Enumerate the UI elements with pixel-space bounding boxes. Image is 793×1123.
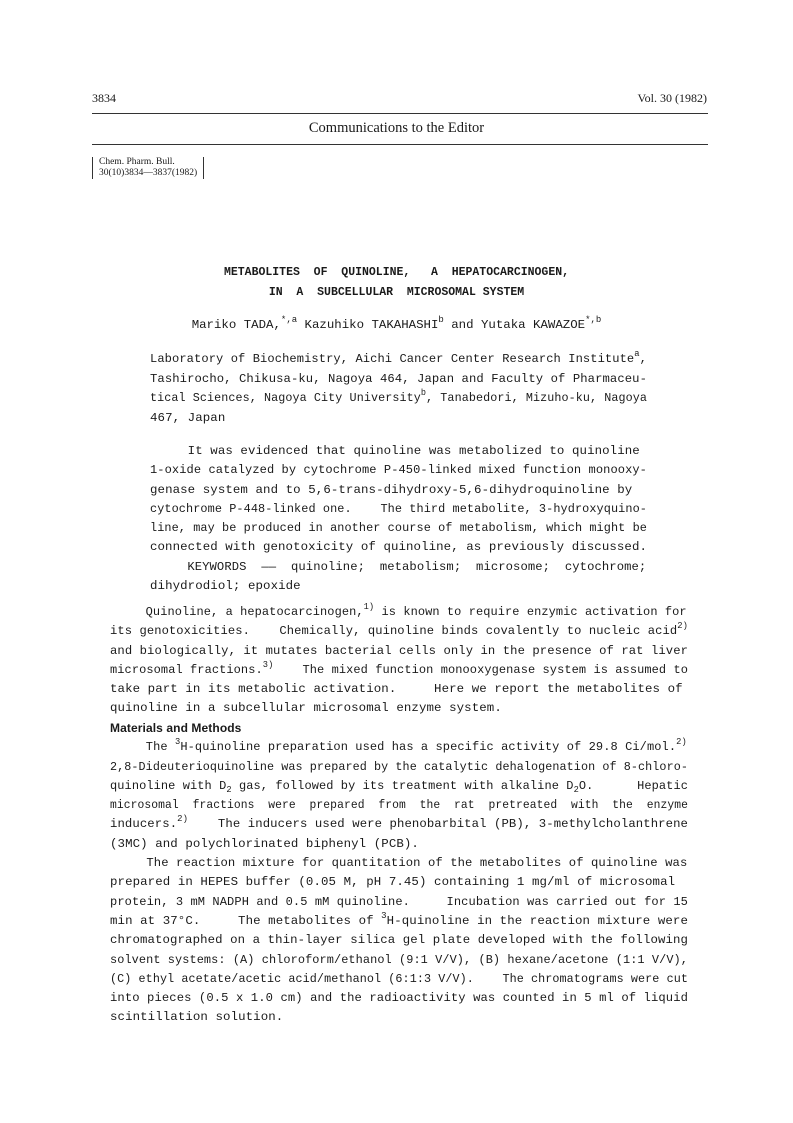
keywords-label: KEYWORDS bbox=[187, 559, 247, 574]
intro-line: its genotoxicities. Chemically, quinoline binds covalently to nucleic acid$^{2)}$ bbox=[110, 621, 689, 639]
affiliation-line: Tashirocho, Chikusa-ku, Nagoya 464, Japan and Faculty of Pharmaceu- bbox=[150, 371, 648, 386]
section-title: Communications to the Editor bbox=[308, 120, 485, 136]
methods-line: min at 37°C. The metabolites of $^3$H-quinoline in the reaction mixture were bbox=[110, 910, 689, 928]
author-tada: Mariko TADA, bbox=[191, 318, 281, 332]
affiliation bbox=[150, 350, 647, 428]
intro-line: quinoline in a subcellular microsomal enzyme system. bbox=[110, 701, 502, 716]
methods-line: chromatographed on a thin-layer silica gel plate developed with the following bbox=[110, 933, 688, 948]
introduction bbox=[110, 603, 688, 719]
author-kawazoe-mark: *,b bbox=[585, 315, 602, 325]
abstract-line: 1-oxide catalyzed by cytochrome P-450-linked mixed function monooxy- bbox=[150, 463, 647, 478]
affiliation-line: 467, Japan bbox=[150, 410, 226, 425]
methods-line: protein, 3 mM NADPH and 0.5 mM quinoline. Incubation was carried out for 15 bbox=[110, 894, 688, 909]
methods-line: prepared in HEPES buffer (0.05 M, pH 7.45) containing 1 mg/ml of microsomal bbox=[110, 875, 676, 890]
methods-line: 2,8-Dideuterioquinoline was prepared by the catalytic dehalogenation of 8-chloro- bbox=[110, 759, 688, 774]
abstract-line: line, may be produced in another course of metabolism, which might be bbox=[150, 521, 647, 536]
abstract-line: connected with genotoxicity of quinoline, as previously discussed. bbox=[150, 540, 648, 555]
methods-line: quinoline with $D_2$ gas, followed by its treatment with alkaline $D_2O$. Hepatic bbox=[110, 778, 689, 795]
abstract-line: dihydrodiol; epoxide bbox=[150, 579, 301, 594]
methods-line: solvent systems: (A) chloroform/ethanol (9:1 V/V), (B) hexane/acetone (1:1 V/V), bbox=[110, 952, 689, 967]
volume-label: Vol. 30 (1982) bbox=[637, 91, 707, 105]
citation-pages: 30(10)3834—3837(1982) bbox=[99, 168, 198, 178]
methods-heading: Materials and Methods bbox=[110, 721, 242, 735]
methods-line: (C) ethyl acetate/acetic acid/methanol (6:1:3 V/V). The chromatograms were cut bbox=[110, 971, 688, 986]
affiliation-line: Laboratory of Biochemistry, Aichi Cancer Center Research Institute$^a$, bbox=[150, 349, 647, 366]
intro-line: and biologically, it mutates bacterial cells only in the presence of rat liver bbox=[110, 643, 689, 658]
page-number: 3834 bbox=[92, 91, 116, 105]
citation-journal: Chem. Pharm. Bull. bbox=[99, 157, 175, 167]
methods-line: (3MC) and polychlorinated biphenyl (PCB). bbox=[110, 836, 419, 851]
abstract-line: cytochrome P-448-linked one. The third metabolite, 3-hydroxyquino- bbox=[150, 501, 647, 516]
author-list bbox=[0, 315, 793, 332]
intro-line: take part in its metabolic activation. Here we report the metabolites of bbox=[110, 682, 683, 697]
abstract-line: It was evidenced that quinoline was metabolized to quinoline bbox=[150, 444, 640, 458]
methods-line: scintillation solution. bbox=[110, 1010, 284, 1025]
methods-line: microsomal fractions were prepared from the rat pretreated with the enzyme bbox=[110, 798, 688, 813]
title-line-2: IN A SUBCELLULAR MICROSOMAL SYSTEM bbox=[268, 286, 525, 299]
journal-citation bbox=[92, 157, 204, 179]
intro-line: Quinoline, a hepatocarcinogen,$^{1)}$ is known to require enzymic activation for bbox=[145, 602, 687, 619]
author-tada-mark: *,a bbox=[280, 315, 298, 325]
abstract bbox=[150, 442, 647, 596]
abstract-line: genase system and to 5,6-trans-dihydroxy-5,6-dihydroquinoline by bbox=[150, 482, 633, 497]
methods-line: The $^3$H-quinoline preparation used has a specific activity of 29.8 Ci/mol.$^{2)}$ bbox=[145, 737, 687, 755]
paper-title bbox=[0, 263, 793, 303]
materials-methods bbox=[110, 719, 688, 1028]
author-takahashi: Kazuhiko TAKAHASHI bbox=[297, 318, 439, 332]
keywords-list: quinoline; metabolism; microsome; cytochrome; bbox=[290, 559, 647, 574]
affiliation-line: tical Sciences, Nagoya City University$^b$, Tanabedori, Mizuho-ku, Nagoya bbox=[150, 388, 648, 405]
methods-line: inducers.$^{2)}$ The inducers used were phenobarbital (PB), 3-methylcholanthrene bbox=[110, 814, 689, 832]
header-rule-top bbox=[92, 113, 708, 114]
methods-line: into pieces (0.5 x 1.0 cm) and the radioactivity was counted in 5 ml of liquid bbox=[110, 991, 689, 1006]
header-rule-bottom bbox=[92, 144, 708, 145]
author-kawazoe: and Yutaka KAWAZOE bbox=[443, 318, 586, 332]
methods-line: The reaction mixture for quantitation of the metabolites of quinoline was bbox=[146, 856, 688, 871]
keywords-dash: —— bbox=[261, 559, 277, 574]
title-line-1: METABOLITES OF QUINOLINE, A HEPATOCARCINOGEN, bbox=[223, 266, 570, 279]
intro-line: microsomal fractions.$^{3)}$ The mixed function monooxygenase system is assumed to bbox=[110, 659, 689, 677]
author-takahashi-mark: b bbox=[438, 315, 444, 325]
keywords-line bbox=[150, 558, 647, 577]
